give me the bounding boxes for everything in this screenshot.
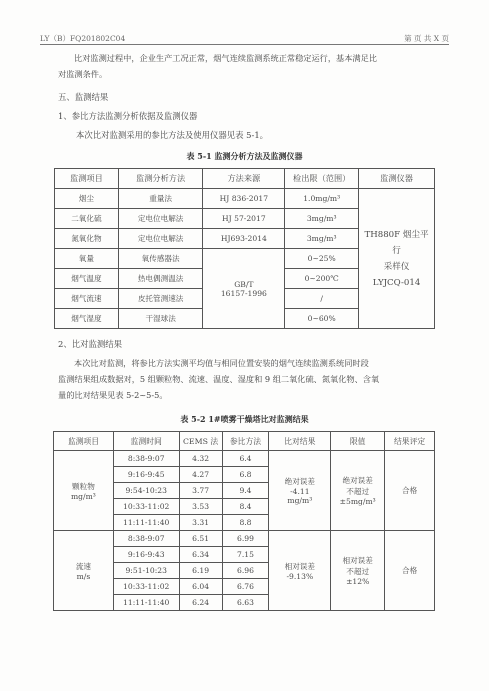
table-row: [54, 531, 435, 547]
subsection-1-text: 本次比对监测采用的参比方法及使用仪器见表 5-1。: [76, 130, 269, 140]
time-cell: 10:33-11:02: [113, 579, 179, 595]
table-header-row: [54, 432, 435, 451]
instrument-cell: [359, 189, 435, 329]
table-5-1-caption: 表 5-1 监测分析方法及监测仪器: [186, 151, 303, 161]
table-5-2-caption: 表 5-2 1#喷雾干燥塔比对监测结果: [180, 414, 309, 424]
item-unit: m/s: [76, 571, 91, 581]
time-cell: 11:11-11:40: [113, 595, 179, 611]
subsection-1-title: 1、参比方法监测分析依据及监测仪器: [58, 111, 198, 121]
table-cell: 皮托管测速法: [118, 289, 203, 309]
table-cell: 0~200℃: [285, 269, 359, 289]
cems-cell: 4.32: [179, 451, 222, 467]
reference-cell: 6.4: [222, 451, 269, 467]
table-5-2: [53, 431, 435, 611]
time-cell: 8:38-9:07: [113, 451, 179, 467]
cems-cell: 6.24: [179, 595, 222, 611]
table-cell: HJ 836-2017: [203, 189, 285, 209]
table-cell: HJ 57-2017: [203, 209, 285, 229]
column-header: CEMS 法: [179, 432, 222, 451]
time-cell: 9:54-10:23: [113, 483, 179, 499]
column-header: 检出限（范围）: [285, 169, 359, 189]
table-cell: 氧量: [55, 249, 119, 269]
result-line: 相对误差: [284, 561, 315, 571]
table-cell: 氧传感器法: [118, 249, 203, 269]
column-header: 监测项目: [55, 169, 119, 189]
page-number: 第 页 共 X 页: [404, 34, 449, 43]
limit-line: 绝对误差: [342, 476, 373, 485]
table-cell: 干湿球法: [118, 309, 203, 329]
reference-cell: 6.99: [222, 531, 269, 547]
cems-cell: 6.19: [179, 563, 222, 579]
table-cell: 定电位电解法: [118, 229, 203, 249]
time-cell: 10:33-11:02: [113, 499, 179, 515]
cems-cell: 6.04: [179, 579, 222, 595]
reference-cell: 7.15: [222, 547, 269, 563]
section-5-title: 五、监测结果: [58, 92, 109, 102]
cems-cell: 3.77: [179, 483, 222, 499]
result-cell: [269, 531, 331, 611]
table-cell: 热电偶测温法: [118, 269, 203, 289]
table-cell: 1.0mg/m³: [285, 189, 359, 209]
intro-line-1: 比对监测过程中，企业生产工况正常，烟气连续监测系统正常稳定运行，基本满足比: [74, 53, 377, 63]
item-cell: [54, 451, 114, 531]
reference-cell: 6.63: [222, 595, 269, 611]
cems-cell: 4.27: [179, 467, 222, 483]
time-cell: 11:11-11:40: [113, 515, 179, 531]
verdict-cell: 合格: [385, 451, 435, 531]
table-row: [54, 451, 435, 467]
item-unit: mg/m³: [70, 491, 96, 501]
item-name: 颗粒物: [72, 481, 95, 491]
intro-line-2: 对监测条件。: [58, 69, 108, 79]
limit-cell: [331, 451, 385, 531]
limit-line: 不超过: [346, 567, 370, 576]
column-header: 限值: [331, 432, 385, 451]
method-source-merged-cell: [203, 249, 285, 329]
result-line: 绝对误差: [284, 477, 315, 486]
verdict-cell: 合格: [385, 531, 435, 611]
cems-cell: 6.51: [179, 531, 222, 547]
result-line: mg/m³: [287, 496, 313, 505]
paragraph-line: 监测结果组成数据对，5 组颗粒物、流速、温度、湿度和 9 组二氧化硫、氮氧化物、含氧: [58, 374, 380, 384]
cems-cell: 3.31: [179, 515, 222, 531]
time-cell: 9:51-10:23: [113, 563, 179, 579]
table-cell: 重量法: [118, 189, 203, 209]
intro-paragraph: [58, 50, 436, 82]
source-line: 16157-1996: [220, 288, 267, 298]
subsection-2-title: 2、比对监测结果: [58, 339, 122, 349]
result-line: -9.13%: [286, 571, 314, 581]
limit-line: ±5mg/m³: [339, 497, 376, 506]
table-cell: 烟气温度: [55, 269, 119, 289]
reference-cell: 8.4: [222, 499, 269, 515]
limit-line: 相对误差: [342, 556, 373, 565]
table-cell: 烟气湿度: [55, 309, 119, 329]
table-cell: HJ693-2014: [203, 229, 285, 249]
document-number: LY（B）FQ201802C04: [40, 34, 126, 43]
table-cell: 3mg/m³: [285, 209, 359, 229]
table-header-row: [55, 169, 435, 189]
limit-cell: [331, 531, 385, 611]
limit-line: ±12%: [346, 577, 370, 586]
table-cell: 二氧化硫: [55, 209, 119, 229]
reference-cell: 6.96: [222, 563, 269, 579]
column-header: 监测项目: [54, 432, 114, 451]
table-cell: 烟尘: [55, 189, 119, 209]
column-header: 方法来源: [203, 169, 285, 189]
table-cell: 0~60%: [285, 309, 359, 329]
item-cell: [54, 531, 114, 611]
reference-cell: 9.4: [222, 483, 269, 499]
table-cell: 3mg/m³: [285, 229, 359, 249]
instrument-line: TH880F 烟尘平行: [364, 229, 429, 256]
column-header: 监测分析方法: [118, 169, 203, 189]
reference-cell: 6.76: [222, 579, 269, 595]
result-line: -4.11: [290, 487, 310, 496]
table-cell: 氮氧化物: [55, 229, 119, 249]
instrument-line: LYJCQ-014: [372, 277, 421, 288]
item-name: 流速: [75, 561, 91, 571]
column-header: 比对结果: [269, 432, 331, 451]
paragraph-line: 本次比对监测，将参比方法实测平均值与相同位置安装的烟气连续监测系统同时段: [74, 358, 369, 368]
paragraph-line: 量的比对结果见表 5-2~5-5。: [58, 390, 168, 400]
time-cell: 9:16-9:45: [113, 467, 179, 483]
cems-cell: 3.53: [179, 499, 222, 515]
table-cell: 0~25%: [285, 249, 359, 269]
subsection-2-paragraph: [58, 355, 436, 403]
table-cell: /: [285, 289, 359, 309]
column-header: 监测时间: [113, 432, 179, 451]
page-header: [40, 33, 449, 45]
time-cell: 8:38-9:07: [113, 531, 179, 547]
instrument-line: 采样仪: [383, 261, 410, 272]
column-header: 结果评定: [385, 432, 435, 451]
limit-line: 不超过: [346, 487, 370, 496]
table-5-1: [54, 168, 435, 329]
cems-cell: 6.34: [179, 547, 222, 563]
source-line: GB/T: [234, 279, 254, 289]
column-header: 参比方法: [222, 432, 269, 451]
result-cell: [269, 451, 331, 531]
column-header: 监测仪器: [359, 169, 435, 189]
reference-cell: 6.8: [222, 467, 269, 483]
table-row: [55, 189, 435, 209]
time-cell: 9:16-9:43: [113, 547, 179, 563]
table-cell: 烟气流速: [55, 289, 119, 309]
table-cell: 定电位电解法: [118, 209, 203, 229]
reference-cell: 8.8: [222, 515, 269, 531]
